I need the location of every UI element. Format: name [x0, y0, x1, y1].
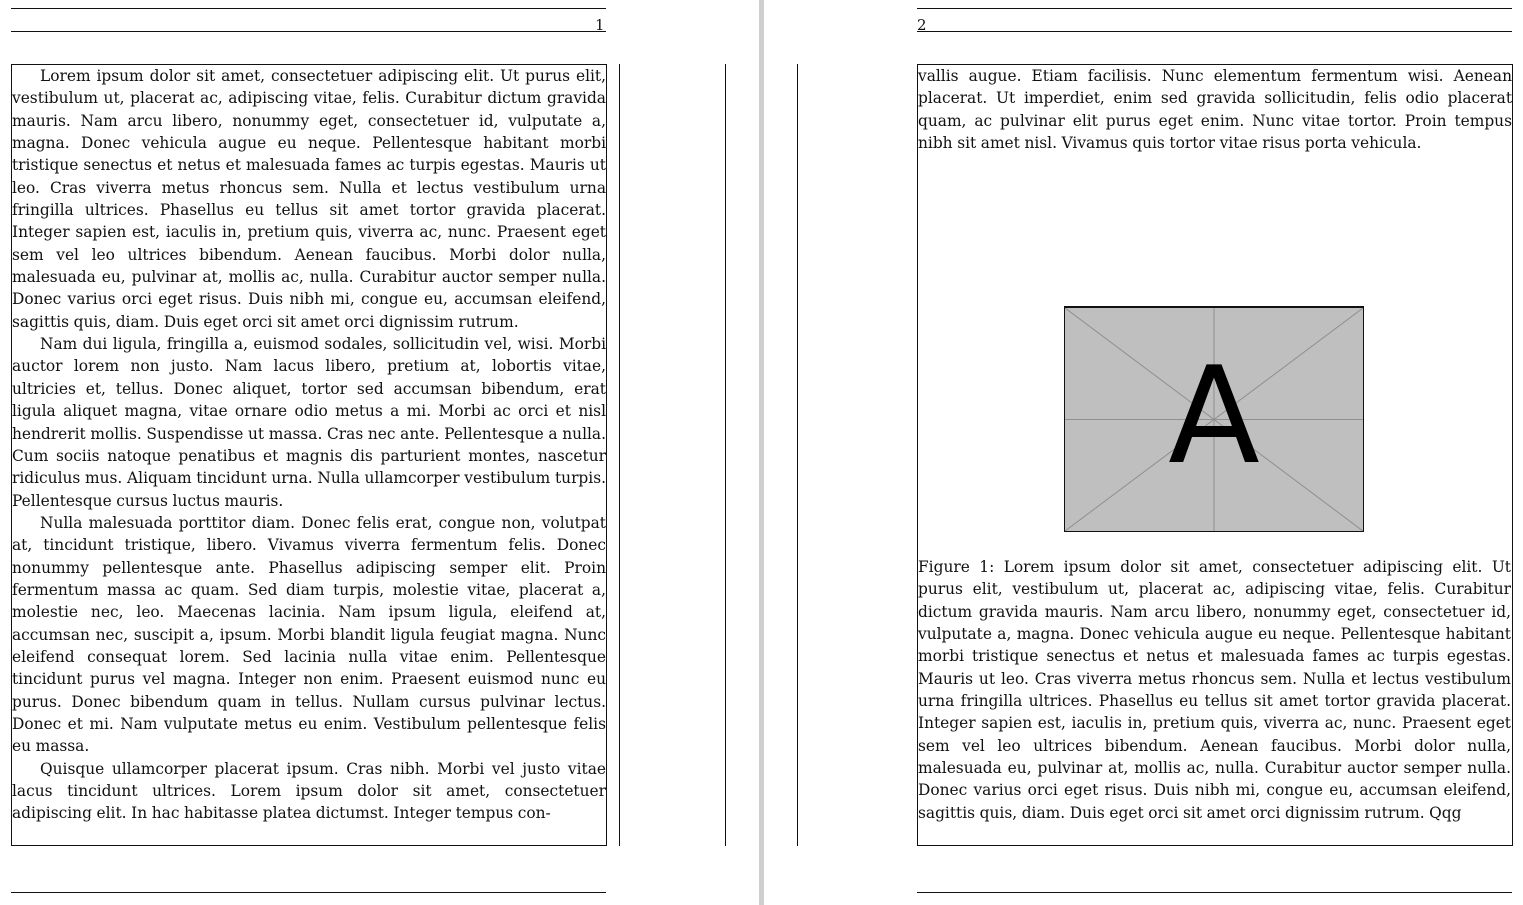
page-number: 1: [595, 16, 605, 34]
footer-rule: [917, 892, 1512, 893]
margin-rule-outer: [725, 64, 726, 846]
text-frame: [11, 64, 607, 846]
figure-placeholder-letter: A: [1168, 338, 1260, 494]
header-rule-top: [11, 8, 606, 9]
footer-rule: [11, 892, 606, 893]
margin-rule-outer: [797, 64, 798, 846]
header-rule-bottom: [11, 31, 606, 32]
header-rule-bottom: [917, 31, 1512, 32]
paragraph: Nulla malesuada porttitor diam. Donec felis erat, congue non, volutpat at, tincidunt tristique, libero. Vivamus viverra fermentum felis. Donec nonummy pellentesque ante. Phasellus adipiscing semper elit. Proin fermentum massa ac quam. Sed diam turpis, molestie vitae, placerat a, molestie nec, leo. Maecenas lacinia. Nam ipsum ligula, eleifend at, accumsan nec, suscipit a, ipsum. Morbi blandit ligula feugiat magna. Nunc eleifend consequat lorem. Sed lacinia nulla vitae enim. Pellentesque tincidunt purus vel magna. Integer non enim. Praesent euismod nunc eu purus. Donec bibendum quam in tellus. Nullam cursus pulvinar lectus. Donec et mi. Nam vulputate metus eu enim. Vestibulum pellentesque felis eu massa.: [12, 513, 606, 756]
left-page: [0, 0, 760, 905]
paragraph: Nam dui ligula, fringilla a, euismod sodales, sollicitudin vel, wisi. Morbi auctor lorem non justo. Nam lacus libero, pretium at, lobortis vitae, ultricies et, tellus. Donec aliquet, tortor sed accumsan bibendum, erat ligula aliquet magna, vitae ornare odio metus a mi. Morbi ac orci et nisl hendrerit mollis. Suspendisse ut massa. Cras nec ante. Pellentesque a nulla. Cum sociis natoque penatibus et magnis dis parturient montes, nascetur ridiculus mus. Aliquam tincidunt urna. Nulla ullamcorper vestibulum turpis. Pellentesque cursus luctus mauris.: [12, 335, 606, 510]
header-rule-top: [917, 8, 1512, 9]
figure-caption: Figure 1: Lorem ipsum dolor sit amet, consectetuer adipiscing elit. Ut purus elit, vestibulum ut, placerat ac, adipiscing vitae, felis. Curabitur dictum gravida mauris. Nam arcu libero, nonummy eget, consectetuer id, vulputate a, magna. Donec vehicula augue eu neque. Pellentesque habitant morbi tristique senectus et netus et malesuada fames ac turpis egestas. Mauris ut leo. Cras viverra metus rhoncus sem. Nulla et lectus vestibulum urna fringilla ultrices. Phasellus eu tellus sit amet tortor gravida placerat. Integer sapien est, iaculis in, pretium quis, viverra ac, nunc. Praesent eget sem vel leo ultrices bibendum. Aenean faucibus. Morbi dolor nulla, malesuada eu, pulvinar at, mollis ac, nulla. Curabitur auctor semper nulla. Donec varius orci eget risus. Duis nibh mi, congue eu, accumsan eleifend, sagittis quis, diam. Duis eget orci sit amet orci dignissim rutrum. Qqg: [918, 558, 1511, 822]
paragraph: Quisque ullamcorper placerat ipsum. Cras nibh. Morbi vel justo vitae lacus tincidunt ultrices. Lorem ipsum dolor sit amet, consectetuer adipiscing elit. In hac habitasse platea dictumst. Integer tempus con-: [12, 759, 606, 823]
paragraph: vallis augue. Etiam facilisis. Nunc elementum fermentum wisi. Aenean placerat. Ut imperdiet, enim sed gravida sollicitudin, felis odio placerat quam, ac pulvinar elit purus eget enim. Nunc vitae tortor. Proin tempus nibh sit amet nisl. Vivamus quis tortor vitae risus porta vehicula.: [918, 67, 1512, 153]
page-number: 2: [917, 16, 927, 34]
margin-rule-inner: [619, 64, 620, 846]
text-frame: [917, 64, 1513, 846]
right-page: [764, 0, 1523, 905]
paragraph: Lorem ipsum dolor sit amet, consectetuer adipiscing elit. Ut purus elit, vestibulum ut, placerat ac, adipiscing vitae, felis. Curabitur dictum gravida mauris. Nam arcu libero, nonummy eget, consectetuer id, vulputate a, magna. Donec vehicula augue eu neque. Pellentesque habitant morbi tristique senectus et netus et malesuada fames ac turpis egestas. Mauris ut leo. Cras viverra metus rhoncus sem. Nulla et lectus vestibulum urna fringilla ultrices. Phasellus eu tellus sit amet tortor gravida placerat. Integer sapien est, iaculis in, pretium quis, viverra ac, nunc. Praesent eget sem vel leo ultrices bibendum. Aenean faucibus. Morbi dolor nulla, malesuada eu, pulvinar at, mollis ac, nulla. Curabitur auctor semper nulla. Donec varius orci eget risus. Duis nibh mi, congue eu, accumsan eleifend, sagittis quis, diam. Duis eget orci sit amet orci dignissim rutrum.: [12, 67, 606, 331]
figure-placeholder-image: [1064, 306, 1364, 532]
